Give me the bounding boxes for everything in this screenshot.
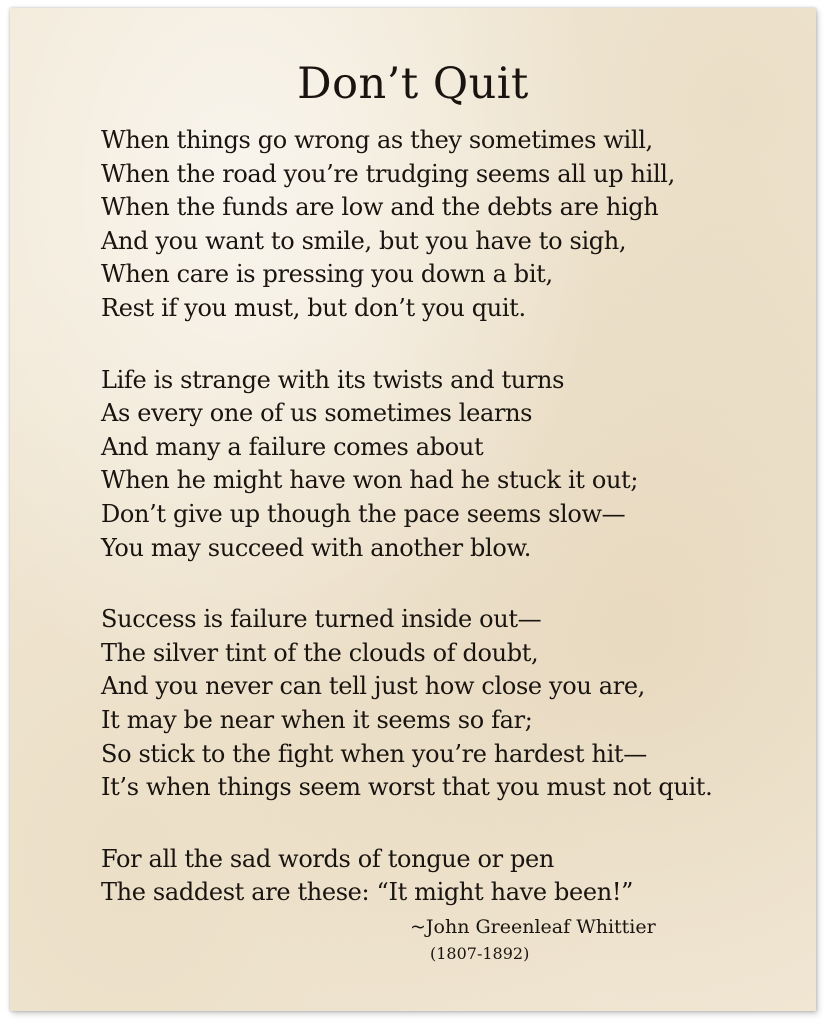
poem-line: And you want to smile, but you have to sigh, (101, 226, 627, 255)
author-years: (1807-1892) (430, 944, 530, 963)
stanza-3 (101, 603, 801, 805)
poem-line: When the road you’re trudging seems all up hill, (101, 159, 675, 188)
stanza-4 (101, 843, 801, 910)
poem-line: Don’t give up though the pace seems slow— (101, 499, 626, 528)
poem-line: So stick to the fight when you’re hardest hit— (101, 739, 647, 768)
poem-line: Life is strange with its twists and turns (101, 365, 565, 394)
poem-line: It may be near when it seems so far; (101, 705, 533, 734)
poem-poster (10, 8, 816, 1011)
poem-line: The silver tint of the clouds of doubt, (101, 638, 539, 667)
poem-line: Success is failure turned inside out— (101, 605, 542, 634)
poem-line: Rest if you must, but don’t you quit. (101, 293, 526, 322)
stanza-1 (101, 124, 801, 326)
poem-title: Don’t Quit (297, 59, 529, 109)
poem-line: When the funds are low and the debts are high (101, 193, 659, 222)
poem-line: When care is pressing you down a bit, (101, 260, 553, 289)
poem-line: As every one of us sometimes learns (101, 399, 533, 428)
stanza-2 (101, 364, 801, 566)
poem-line: For all the sad words of tongue or pen (101, 844, 554, 873)
poem-line: It’s when things seem worst that you must not quit. (101, 773, 713, 802)
poem-line: You may succeed with another blow. (101, 533, 532, 562)
poem-line: And many a failure comes about (101, 432, 484, 461)
poem-line: And you never can tell just how close you are, (101, 672, 645, 701)
poem-line: The saddest are these: “It might have been!” (101, 878, 634, 907)
poem-author: ~John Greenleaf Whittier (410, 916, 656, 938)
poem-body (101, 124, 801, 948)
poem-line: When he might have won had he stuck it out; (101, 466, 639, 495)
poem-line: When things go wrong as they sometimes will, (101, 126, 653, 154)
